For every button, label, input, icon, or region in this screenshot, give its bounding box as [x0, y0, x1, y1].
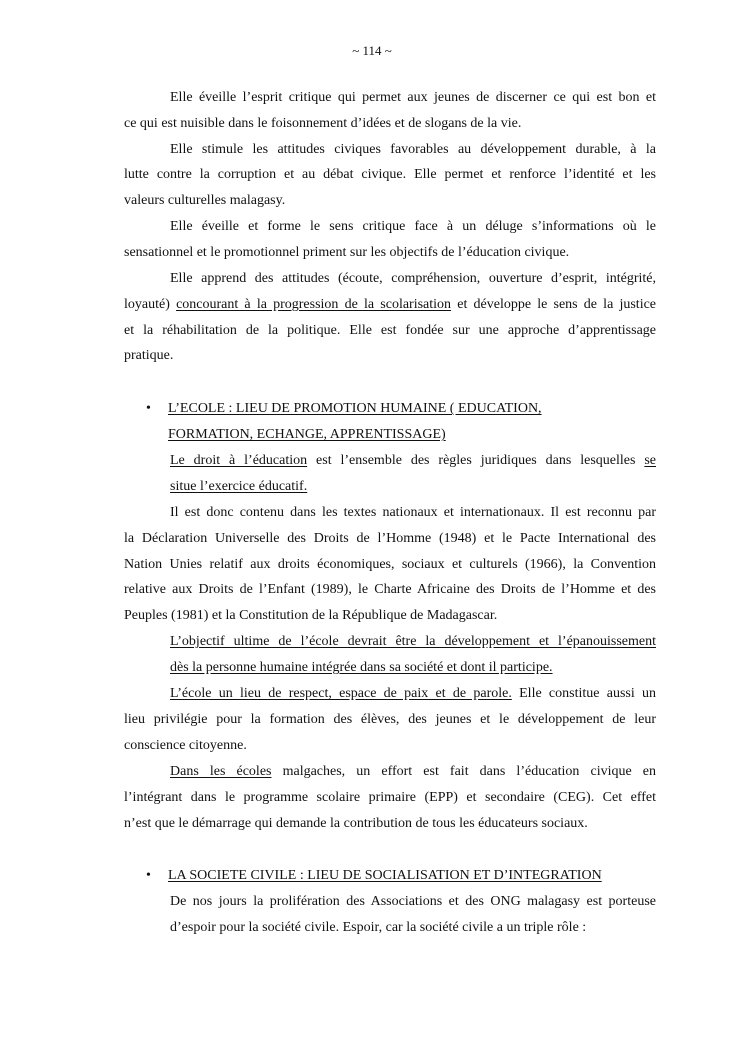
paragraph-line: Nation Unies relatif aux droits économiques, sociaux et culturels (1966), la Convention: [124, 557, 656, 572]
underlined-phrase: Le droit à l’éducation: [170, 453, 308, 468]
paragraph-line: lutte contre la corruption et au débat civique. Elle permet et renforce l’identité et les: [124, 167, 656, 182]
paragraph-line: pratique.: [124, 348, 174, 363]
paragraph-line: n’est que le démarrage qui demande la contribution de tous les éducateurs sociaux.: [124, 816, 588, 831]
paragraph-line: Il est donc contenu dans les textes nationaux et internationaux. Il est reconnu par: [170, 505, 656, 520]
paragraph-line: Dans les écoles malgaches, un effort est fait dans l’éducation civique en: [170, 764, 657, 779]
underlined-phrase: Dans les écoles: [170, 764, 272, 779]
paragraph-line: De nos jours la prolifération des Associations et des ONG malagasy est porteuse: [170, 894, 656, 909]
paragraph-line: ce qui est nuisible dans le foisonnement d’idées et de slogans de la vie.: [124, 116, 522, 131]
paragraph-line: Elle éveille l’esprit critique qui permet aux jeunes de discerner ce qui est bon et: [170, 90, 656, 105]
paragraph-line: conscience citoyenne.: [124, 738, 247, 753]
paragraph-line: l’intégrant dans le programme scolaire primaire (EPP) et secondaire (CEG). Cet effet: [124, 790, 656, 805]
paragraph-line: valeurs culturelles malagasy.: [124, 193, 286, 208]
bullet-icon: •: [146, 401, 151, 416]
underlined-phrase: L’école un lieu de respect, espace de paix et de parole.: [170, 686, 512, 701]
section-heading: FORMATION, ECHANGE, APPRENTISSAGE): [168, 427, 446, 442]
paragraph-line: Le droit à l’éducation est l’ensemble des règles juridiques dans lesquelles se: [170, 453, 657, 468]
section-heading: L’ECOLE : LIEU DE PROMOTION HUMAINE ( EDUCATION,: [168, 401, 542, 416]
paragraph-line: L’objectif ultime de l’école devrait être la développement et l’épanouissement: [170, 634, 656, 649]
paragraph-line: Elle apprend des attitudes (écoute, compréhension, ouverture d’esprit, intégrité,: [170, 271, 656, 286]
underlined-phrase: concourant à la progression de la scolarisation: [176, 297, 452, 312]
paragraph-line: L’école un lieu de respect, espace de paix et de parole. Elle constitue aussi un: [170, 686, 657, 701]
paragraph-line: relative aux Droits de l’Enfant (1989), le Charte Africaine des Droits de l’Homme et des: [124, 582, 656, 597]
section-heading: LA SOCIETE CIVILE : LIEU DE SOCIALISATION ET D’INTEGRATION: [168, 868, 602, 883]
paragraph-line: sensationnel et le promotionnel priment sur les objectifs de l’éducation civique.: [124, 245, 570, 260]
paragraph-line: Elle éveille et forme le sens critique face à un déluge s’informations où le: [170, 219, 656, 234]
bullet-icon: •: [146, 868, 151, 883]
paragraph-line: d’espoir pour la société civile. Espoir, car la société civile a un triple rôle :: [170, 920, 587, 935]
page-number: ~ 114 ~: [352, 43, 392, 58]
paragraph-line: Peuples (1981) et la Constitution de la République de Madagascar.: [124, 608, 498, 623]
paragraph-line: loyauté) concourant à la progression de la scolarisation et développe le sens de la justice: [124, 297, 657, 312]
paragraph-line: dès la personne humaine intégrée dans sa société et dont il participe.: [170, 660, 553, 675]
paragraph-line: situe l’exercice éducatif.: [170, 479, 308, 494]
paragraph-line: la Déclaration Universelle des Droits de l’Homme (1948) et le Pacte International des: [124, 531, 656, 546]
paragraph-line: Elle stimule les attitudes civiques favorables au développement durable, à la: [170, 142, 656, 157]
paragraph-line: lieu privilégie pour la formation des élèves, des jeunes et le développement de leur: [124, 712, 656, 727]
paragraph-line: et la réhabilitation de la politique. Elle est fondée sur une approche d’apprentissage: [124, 323, 656, 338]
